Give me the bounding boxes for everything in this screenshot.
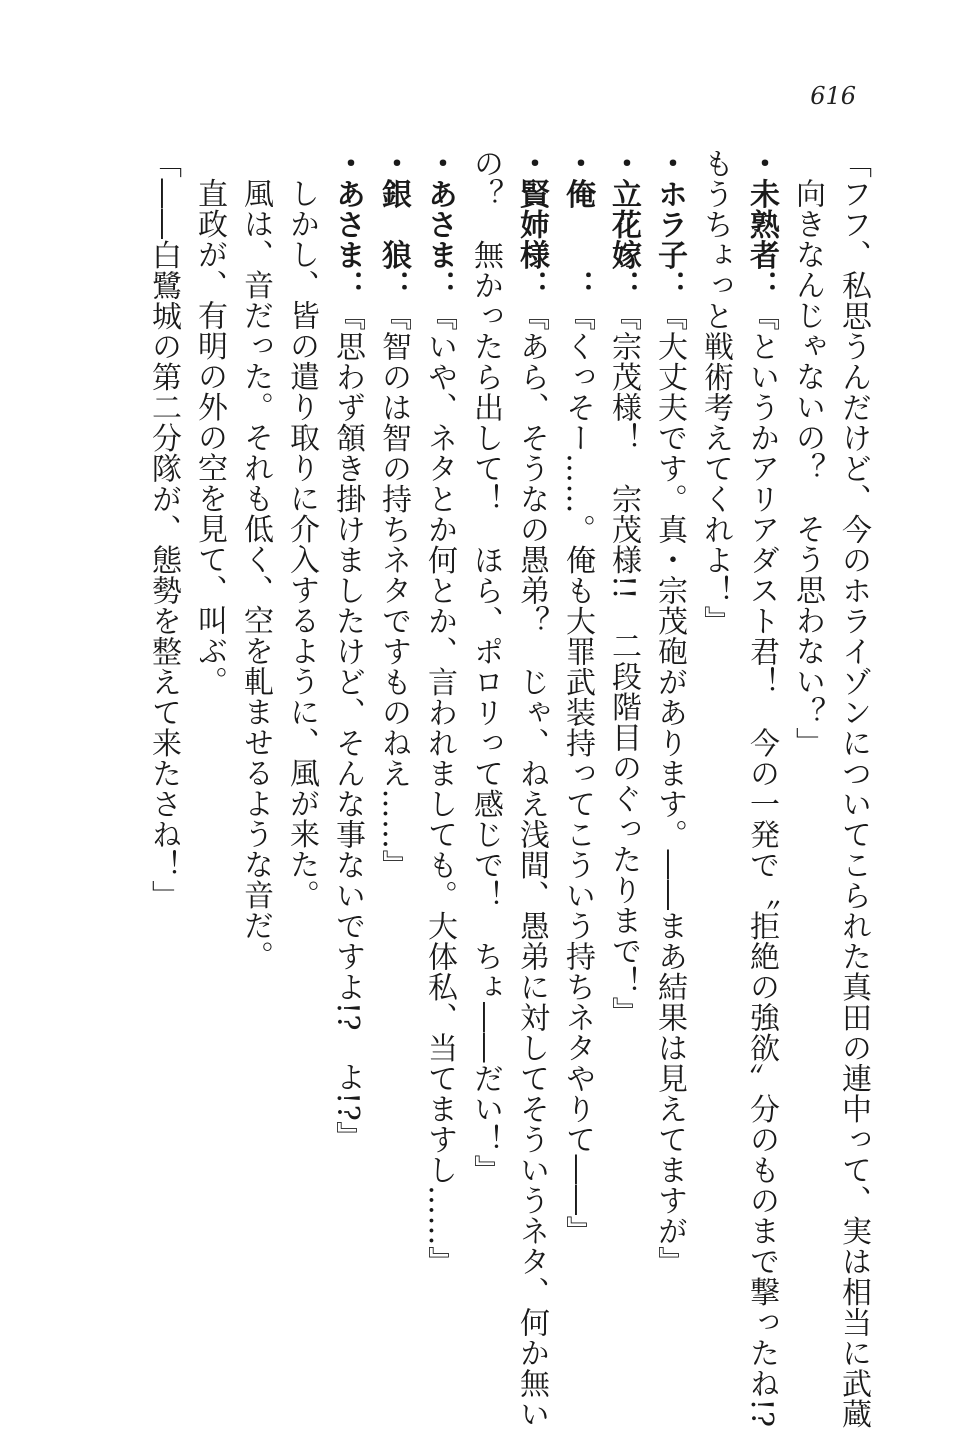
speaker-label: ・賢姉様：: [514, 148, 549, 301]
line-text: もうちょっと戦術考えてくれよ！』: [698, 148, 733, 636]
speaker-label: ・あさま：: [422, 148, 457, 301]
text-line: [830, 148, 876, 1348]
text-line: [278, 148, 324, 1348]
text-line: [738, 148, 784, 1348]
text-line: [554, 148, 600, 1348]
text-line: [692, 148, 738, 1348]
line-text: 直政が、有明の外の空を見て、叫ぶ。: [192, 178, 227, 697]
line-text: 向きなんじゃないの？ そう思わない？」: [790, 178, 825, 758]
text-line: [140, 148, 186, 1348]
line-text: 『くっそー……。俺も大罪武装持ってこういう持ちネタやりて――』: [560, 301, 595, 1247]
text-line: [508, 148, 554, 1348]
line-text: 『智のは智の持ちネタですものねえ……』: [376, 301, 411, 881]
vertical-text-body: [136, 148, 876, 1348]
speaker-label: ・未熟者：: [744, 148, 779, 301]
speaker-label: ・あさま：: [330, 148, 365, 301]
line-text: しかし、皆の遣り取りに介入するように、風が来た。: [284, 178, 319, 910]
line-text: 『思わず頷き掛けましたけど、そんな事ないですよ!? よ!?』: [330, 301, 365, 1152]
line-text: 『宗茂様！ 宗茂様!! 二段階目のぐったりまで！』: [606, 301, 641, 1028]
text-line: [370, 148, 416, 1348]
text-line: [646, 148, 692, 1348]
text-line: [324, 148, 370, 1348]
line-text: 『いや、ネタとか何とか、言われましても。大体私、当てますし……』: [422, 301, 457, 1277]
line-text: 風は、音だった。それも低く、空を軋ませるような音だ。: [238, 178, 273, 971]
page-number: 616: [810, 82, 856, 110]
text-line: [416, 148, 462, 1348]
text-line: [232, 148, 278, 1348]
line-text: 「フフ、私思うんだけど、今のホライゾンについてこられた真田の連中って、実は相当に武蔵: [836, 148, 871, 1429]
line-text: 『大丈夫です。真・宗茂砲があります。――まあ結果は見えてますが』: [652, 301, 687, 1277]
line-text: 『というかアリアダスト君！ 今の一発で〝拒絶の強欲〟分のものまで撃ったね!?: [744, 301, 779, 1428]
line-text: の？ 無かったら出して！ ほら、ポロリって感じで！ ちょ――だい！』: [468, 148, 503, 1185]
speaker-label: ・ホラ子：: [652, 148, 687, 301]
text-line: [784, 148, 830, 1348]
text-line: [462, 148, 508, 1348]
line-text: 「――白鷺城の第二分隊が、態勢を整えて来たさね！」: [146, 148, 181, 911]
text-line: [600, 148, 646, 1348]
speaker-label: ・銀 狼：: [376, 148, 411, 301]
text-line: [186, 148, 232, 1348]
speaker-label: ・俺 ：: [560, 148, 595, 301]
line-text: 『あら、そうなの愚弟？ じゃ、ねえ浅間、愚弟に対してそういうネタ、何か無い: [514, 301, 549, 1429]
speaker-label: ・立花嫁：: [606, 148, 641, 301]
